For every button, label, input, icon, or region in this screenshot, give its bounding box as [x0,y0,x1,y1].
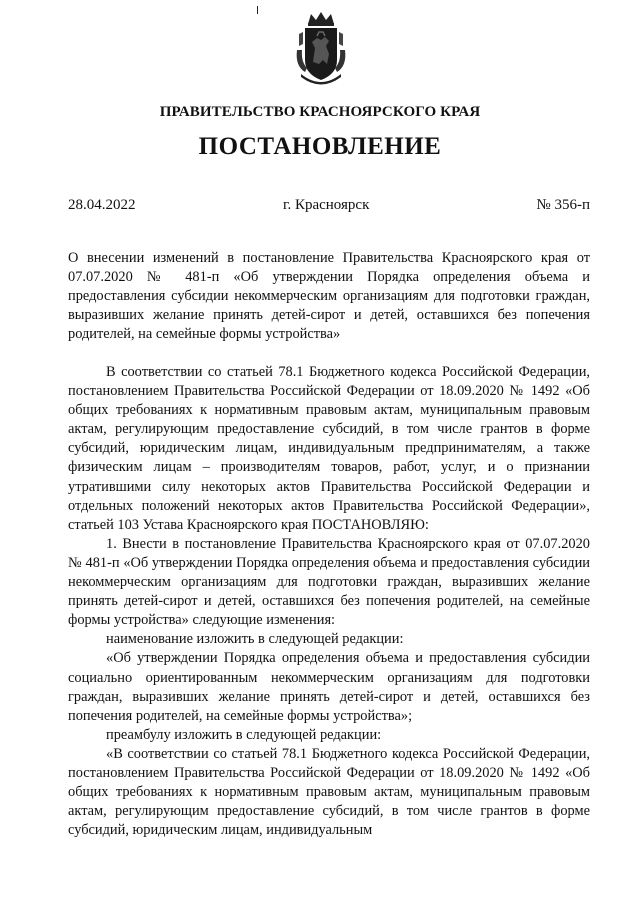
document-date: 28.04.2022 [68,197,136,213]
document-number: № 356-п [536,197,590,213]
paragraph: В соответствии со статьей 78.1 Бюджетного кодекса Российской Федерации, постановлением Правительства Российской Федерации от 18.09.2020 № 1492 «Об общих требованиях к нормативным правовым актам, муниципальным правовым актам, регулирующим предоставление субсидий, в том числе грантов в форме субсидий, юридическим лицам, индивидуальным предпринимателям, а также физическим лицам – производителям товаров, работ, услуг, и о признании утратившими силу некоторых актов Правительства Российской Федерации и отдельных положений некоторых актов Правительства Российской Федерации», статьей 103 Устава Красноярского края ПОСТАНОВЛЯЮ: [68,364,590,533]
paragraph: 1. Внести в постановление Правительства Красноярского края от 07.07.2020 № 481-п «Об утверждении Порядка определения объема и предоставления субсидии некоммерческим организациям для подготовки граждан, выразивших желание принять детей-сирот и детей, оставшихся без попечения родителей, на семейные формы устройства» следующие изменения: [68,535,590,629]
paragraph: наименование изложить в следующей редакции: [106,631,404,648]
document-type: ПОСТАНОВЛЕНИЕ [198,133,442,160]
coat-of-arms-icon [291,10,351,88]
government-name: ПРАВИТЕЛЬСТВО КРАСНОЯРСКОГО КРАЯ [159,104,481,120]
paragraph: преамбулу изложить в следующей редакции: [106,726,382,743]
scan-mark [257,6,258,14]
paragraph: «Об утверждении Порядка определения объема и предоставления субсидии социально ориентированным некоммерческим организациям для подготовки граждан, выразивших желание принять детей-сирот и детей, оставшихся без попечения родителей, на семейные формы устройства»; [68,650,590,724]
document-city: г. Красноярск [283,197,370,213]
document-subject: О внесении изменений в постановление Правительства Красноярского края от 07.07.2020 № 481-п «Об утверждении Порядка определения объема и предоставления субсидии некоммерческим организациям для подготовки граждан, выразивших желание принять детей-сирот и детей, оставшихся без попечения родителей, на семейные формы устройства» [68,250,590,342]
document-body [68,363,590,840]
paragraph: «В соответствии со статьей 78.1 Бюджетного кодекса Российской Федерации, постановлением Правительства Российской Федерации от 18.09.2020 № 1492 «Об общих требованиях к нормативным правовым актам, муниципальным правовым актам, регулирующим предоставление субсидий, в том числе грантов в форме субсидий, юридическим лицам, индивидуальным [68,745,590,839]
